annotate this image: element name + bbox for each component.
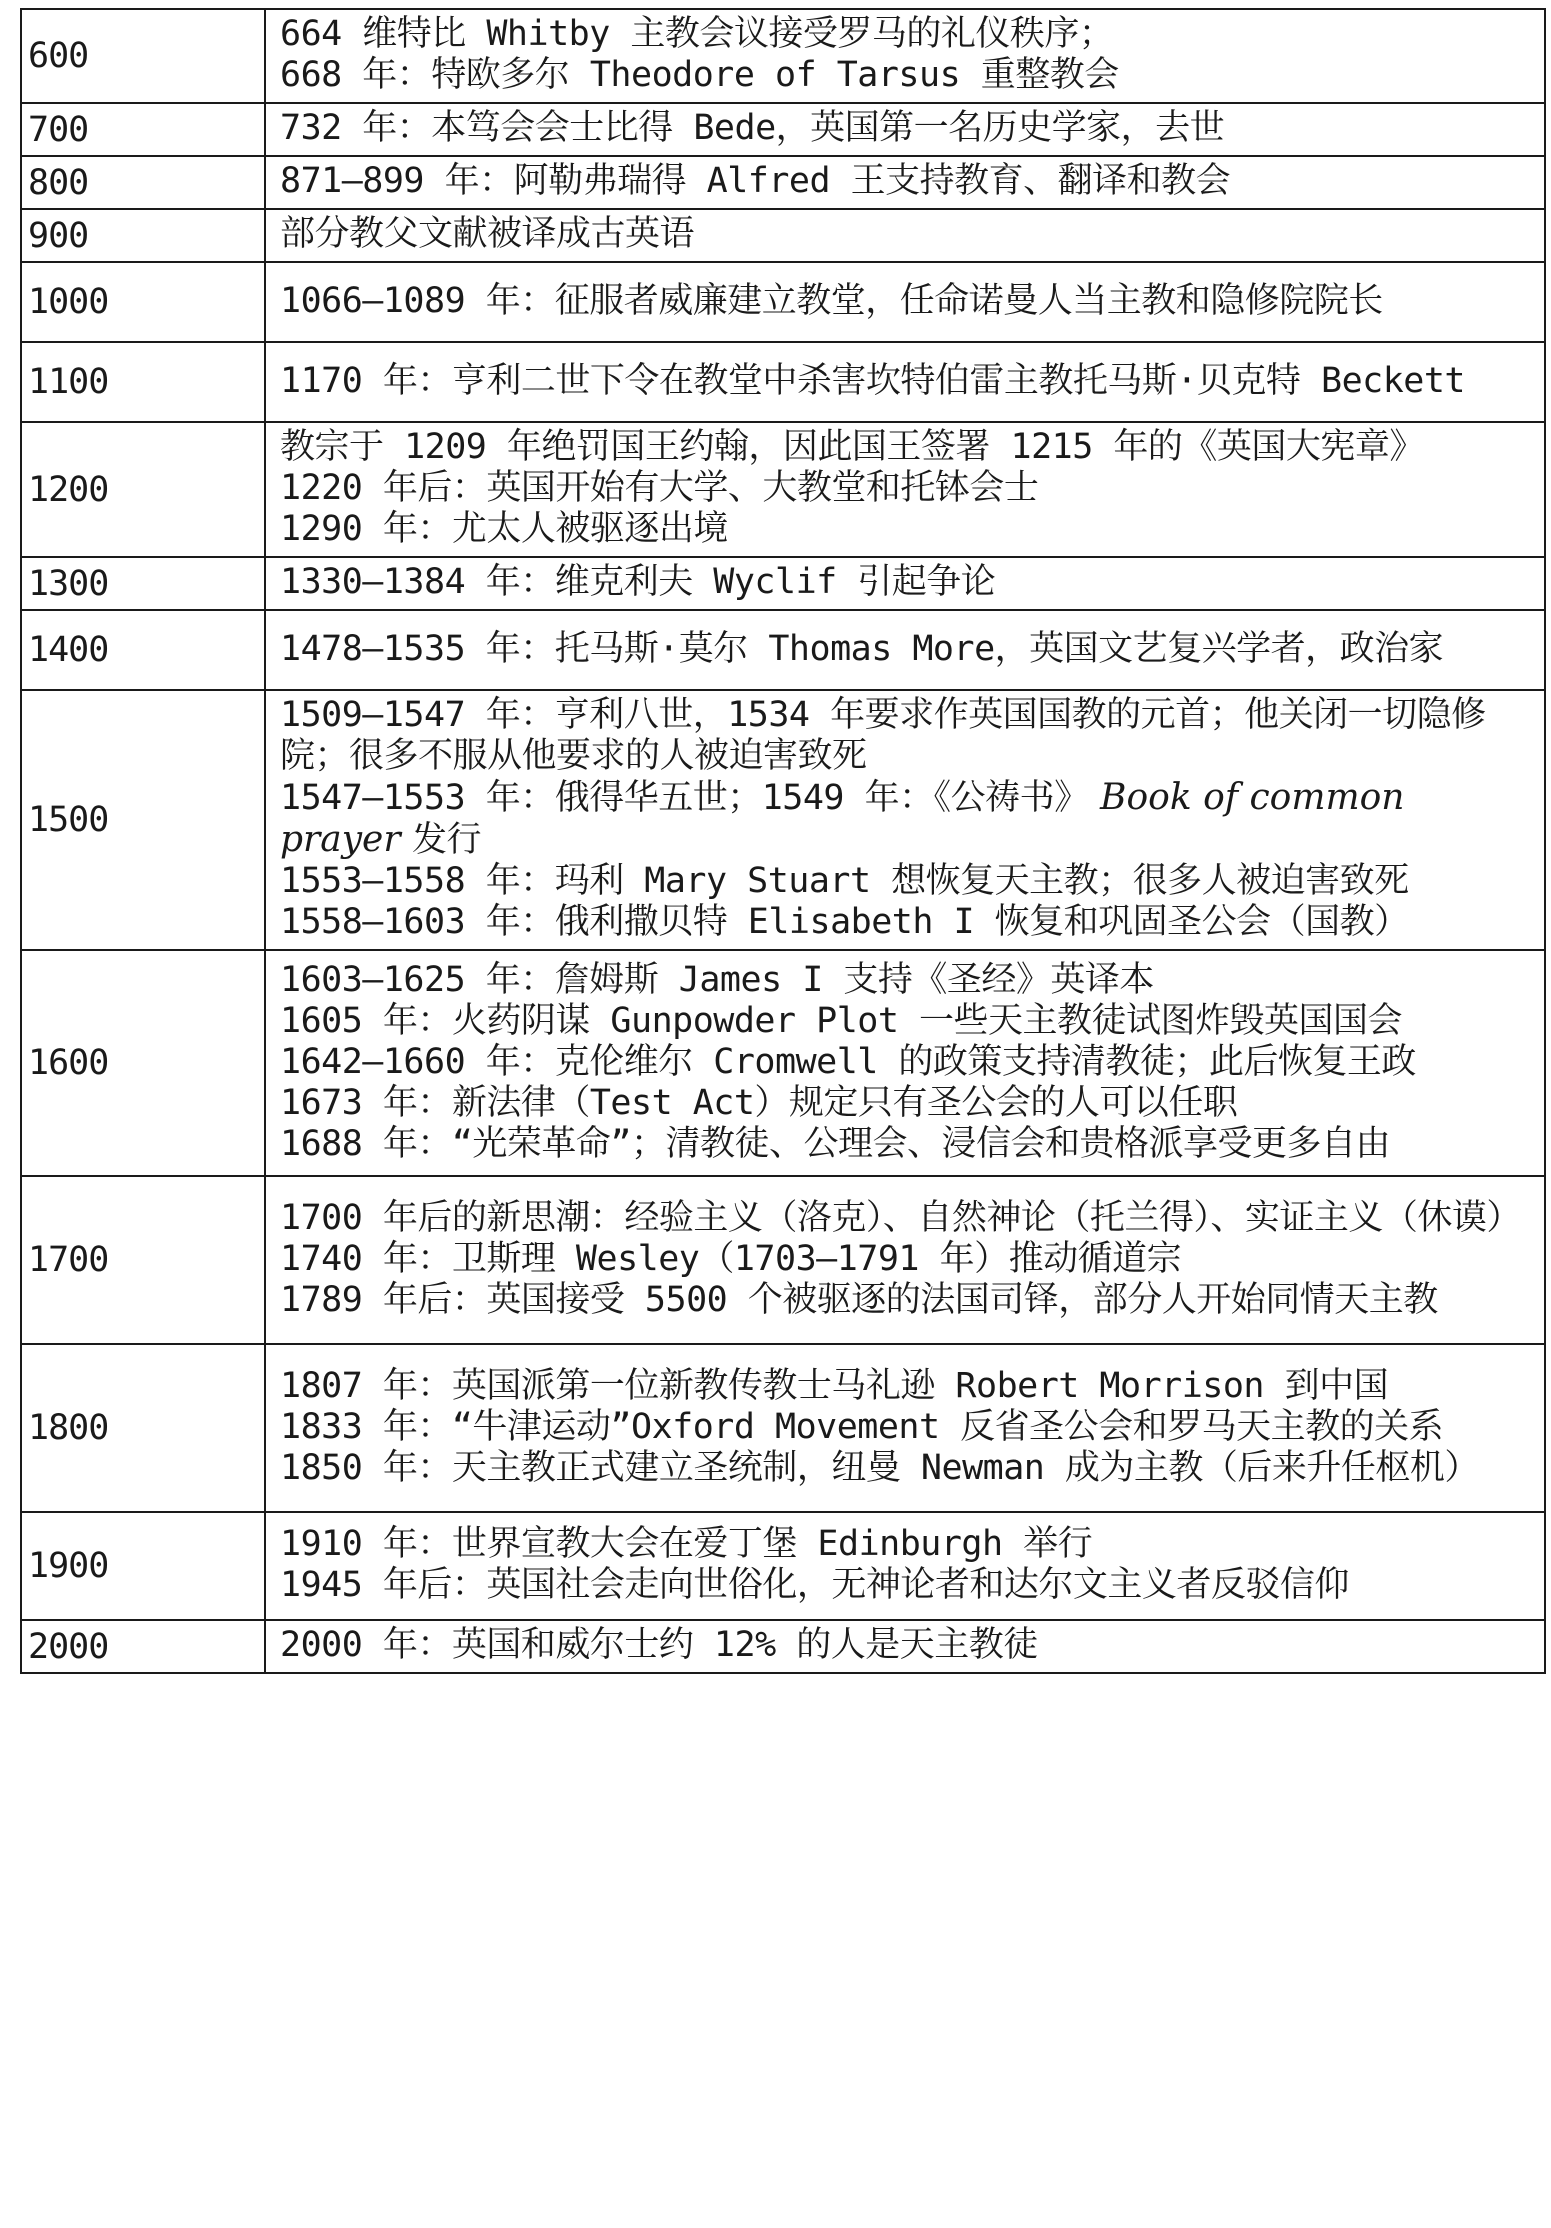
events-cell (265, 557, 1545, 610)
timeline-row (21, 342, 1545, 422)
event-line (280, 861, 1534, 902)
timeline-row (21, 610, 1545, 690)
event-text: 1605 年：火药阴谋 Gunpowder Plot 一些天主教徒试图炸毁英国国会 (280, 1000, 1403, 1041)
timeline-row (21, 690, 1545, 950)
event-text: 1170 年：亨利二世下令在教堂中杀害坎特伯雷主教托马斯·贝克特 Beckett (280, 360, 1466, 401)
event-line (280, 1239, 1534, 1280)
event-text: 1673 年：新法律（Test Act）规定只有圣公会的人可以任职 (280, 1082, 1238, 1123)
century-cell: 800 (21, 156, 265, 209)
event-line (280, 1524, 1534, 1565)
event-text: 1478–1535 年：托马斯·莫尔 Thomas More，英国文艺复兴学者，政治家 (280, 628, 1444, 669)
century-cell: 700 (21, 103, 265, 156)
events-cell (265, 422, 1545, 557)
event-text: 1558–1603 年：俄利撒贝特 Elisabeth I 恢复和巩固圣公会（国教） (280, 902, 1409, 942)
events-cell (265, 1620, 1545, 1673)
timeline-row (21, 103, 1545, 156)
event-text: 1290 年：尤太人被驱逐出境 (280, 509, 728, 549)
event-line (280, 1366, 1534, 1407)
events-cell (265, 103, 1545, 156)
events-cell (265, 342, 1545, 422)
timeline-row (21, 156, 1545, 209)
events-cell (265, 9, 1545, 103)
event-text: 871–899 年：阿勒弗瑞得 Alfred 王支持教育、翻译和教会 (280, 161, 1231, 201)
timeline-row (21, 1620, 1545, 1673)
events-cell (265, 209, 1545, 262)
event-line (280, 1198, 1534, 1239)
event-line (280, 1448, 1534, 1489)
event-text: 1330–1384 年：维克利夫 Wyclif 引起争论 (280, 562, 996, 602)
event-text: 1603–1625 年：詹姆斯 James I 支持《圣经》英译本 (280, 959, 1154, 1000)
church-history-timeline-table (20, 8, 1546, 1674)
event-text: 2000 年：英国和威尔士约 12% 的人是天主教徒 (280, 1625, 1038, 1665)
event-line (280, 629, 1534, 670)
timeline-body (21, 9, 1545, 1673)
event-line (280, 1042, 1534, 1083)
event-line (280, 14, 1534, 55)
events-cell (265, 156, 1545, 209)
timeline-row (21, 557, 1545, 610)
book-title-italic: Book of common prayer (280, 777, 1405, 860)
event-text: 1066–1089 年：征服者威廉建立教堂，任命诺曼人当主教和隐修院院长 (280, 280, 1383, 321)
event-line (280, 427, 1534, 468)
event-text: 1700 年后的新思潮：经验主义（洛克）、自然神论（托兰得）、实证主义（休谟） (280, 1197, 1521, 1238)
event-line (280, 1083, 1534, 1124)
century-cell: 1300 (21, 557, 265, 610)
century-cell: 1500 (21, 690, 265, 950)
event-line (280, 509, 1534, 550)
century-cell: 1100 (21, 342, 265, 422)
event-line (280, 1407, 1534, 1448)
timeline-row (21, 1176, 1545, 1344)
event-text: 664 维特比 Whitby 主教会议接受罗马的礼仪秩序； (280, 14, 1114, 54)
event-text: 1688 年：“光荣革命”；清教徒、公理会、浸信会和贵格派享受更多自由 (280, 1123, 1391, 1164)
events-cell (265, 1512, 1545, 1620)
century-cell: 1900 (21, 1512, 265, 1620)
event-text: 发行 (412, 820, 482, 860)
timeline-row (21, 1512, 1545, 1620)
event-text: 1789 年后：英国接受 5500 个被驱逐的法国司铎，部分人开始同情天主教 (280, 1279, 1438, 1320)
event-line (280, 1280, 1534, 1321)
event-line (280, 1124, 1534, 1165)
event-text: 1642–1660 年：克伦维尔 Cromwell 的政策支持清教徒；此后恢复王政 (280, 1041, 1416, 1082)
event-line (280, 902, 1534, 943)
event-line (280, 55, 1534, 96)
event-text: 教宗于 1209 年绝罚国王约翰，因此国王签署 1215 年的《英国大宪章》 (280, 427, 1424, 467)
century-cell: 1700 (21, 1176, 265, 1344)
event-line (280, 960, 1534, 1001)
century-cell: 2000 (21, 1620, 265, 1673)
timeline-row (21, 209, 1545, 262)
century-cell: 1400 (21, 610, 265, 690)
event-text: 1740 年：卫斯理 Wesley（1703–1791 年）推动循道宗 (280, 1238, 1182, 1279)
event-line (280, 1565, 1534, 1606)
event-line (280, 468, 1534, 509)
event-line (280, 562, 1534, 603)
event-line (280, 695, 1534, 777)
event-text: 732 年：本笃会会士比得 Bede，英国第一名历史学家，去世 (280, 108, 1225, 148)
timeline-row (21, 262, 1545, 342)
event-text: 部分教父文献被译成古英语 (280, 214, 695, 254)
century-cell: 1000 (21, 262, 265, 342)
timeline-row (21, 422, 1545, 557)
event-text: 668 年：特欧多尔 Theodore of Tarsus 重整教会 (280, 55, 1119, 95)
event-line (280, 1625, 1534, 1666)
timeline-row (21, 1344, 1545, 1512)
century-cell: 1800 (21, 1344, 265, 1512)
event-text: 1850 年：天主教正式建立圣统制，纽曼 Newman 成为主教（后来升任枢机） (280, 1447, 1479, 1488)
event-line (280, 1001, 1534, 1042)
timeline-row (21, 9, 1545, 103)
event-text: 1547–1553 年：俄得华五世；1549 年：《公祷书》 (280, 778, 1089, 818)
event-text: 1509–1547 年：亨利八世，1534 年要求作英国国教的元首；他关闭一切隐修院；很多不服从他要求的人被迫害致死 (280, 695, 1486, 776)
event-text: 1220 年后：英国开始有大学、大教堂和托钵会士 (280, 468, 1039, 508)
event-line (280, 281, 1534, 322)
event-text: 1807 年：英国派第一位新教传教士马礼逊 Robert Morrison 到中国 (280, 1365, 1389, 1406)
century-cell: 600 (21, 9, 265, 103)
event-line (280, 214, 1534, 255)
events-cell (265, 1344, 1545, 1512)
century-cell: 1200 (21, 422, 265, 557)
century-cell: 900 (21, 209, 265, 262)
timeline-row (21, 950, 1545, 1176)
events-cell (265, 690, 1545, 950)
event-text: 1833 年：“牛津运动”Oxford Movement 反省圣公会和罗马天主教的关系 (280, 1406, 1444, 1447)
event-line (280, 108, 1534, 149)
century-cell: 1600 (21, 950, 265, 1176)
event-line (280, 161, 1534, 202)
events-cell (265, 262, 1545, 342)
events-cell (265, 950, 1545, 1176)
event-text: 1553–1558 年：玛利 Mary Stuart 想恢复天主教；很多人被迫害致死 (280, 861, 1409, 901)
events-cell (265, 1176, 1545, 1344)
event-text: 1945 年后：英国社会走向世俗化，无神论者和达尔文主义者反驳信仰 (280, 1565, 1349, 1605)
event-line (280, 777, 1534, 861)
event-text: 1910 年：世界宣教大会在爱丁堡 Edinburgh 举行 (280, 1524, 1093, 1564)
events-cell (265, 610, 1545, 690)
event-line (280, 361, 1534, 402)
